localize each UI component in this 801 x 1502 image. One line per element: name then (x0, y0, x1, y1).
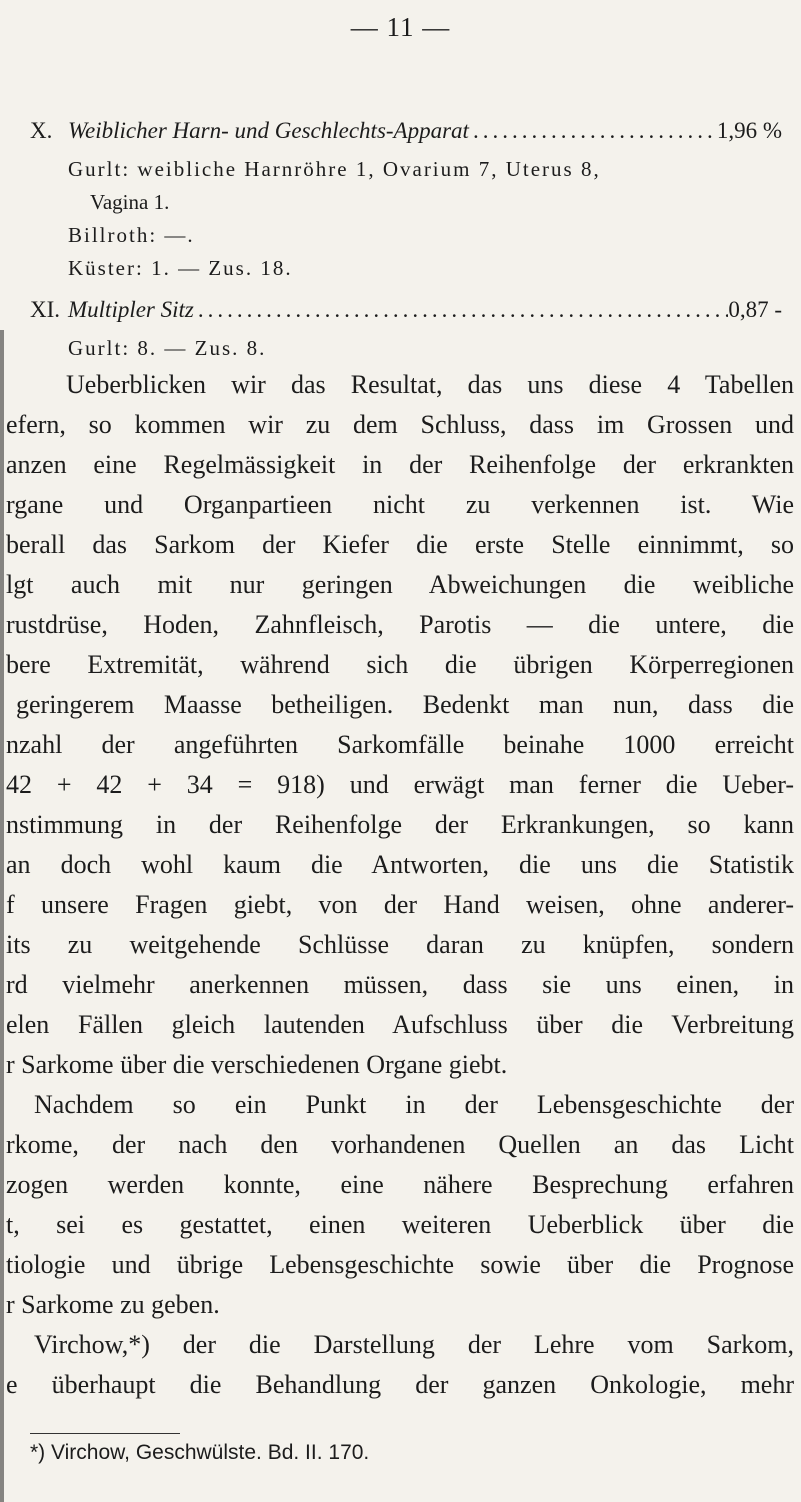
text-line: rgane und Organpartieen nicht zu verkennen ist. Wie (6, 490, 794, 519)
entry-numeral: X. (30, 118, 53, 143)
body-text (0, 365, 794, 1405)
text-line: geringerem Maasse betheiligen. Bedenkt man nun, dass die (16, 690, 794, 719)
text-line: rd vielmehr anerkennen müssen, dass sie uns einen, in (6, 970, 794, 999)
text-line: rkome, der nach den vorhandenen Quellen an das Licht (6, 1130, 794, 1159)
leader-dots (194, 297, 728, 323)
text-line: e überhaupt die Behandlung der ganzen Onkologie, mehr (6, 1370, 794, 1399)
text-line: bere Extremität, während sich die übrigen Körperregionen (6, 650, 794, 679)
entry-value: 1,96 % (716, 118, 782, 143)
entry-detail: Vagina 1. (90, 190, 170, 214)
entry-detail: Küster: 1. — Zus. 18. (68, 256, 293, 280)
table-entry-xi (30, 297, 790, 323)
text-line: Virchow,*) der die Darstellung der Lehre vom Sarkom, (34, 1330, 794, 1359)
text-line: Nachdem so ein Punkt in der Lebensgeschichte der (34, 1090, 794, 1119)
text-line: nzahl der angeführten Sarkomfälle beinahe 1000 erreicht (6, 730, 794, 759)
entry-value: 0,87 - (728, 297, 782, 322)
entry-detail: Billroth: —. (68, 223, 195, 247)
entry-numeral: XI. (30, 297, 61, 322)
page-number: — 11 — (350, 12, 451, 42)
text-line: an doch wohl kaum die Antworten, die uns die Statistik (6, 850, 794, 879)
entry-title: Multipler Sitz (68, 297, 194, 322)
text-line: r Sarkome über die verschiedenen Organe giebt. (6, 1050, 508, 1079)
text-line: nstimmung in der Reihenfolge der Erkrankungen, so kann (6, 810, 794, 839)
text-line: zogen werden konnte, eine nähere Besprechung erfahren (6, 1170, 794, 1199)
text-line: tiologie und übrige Lebensgeschichte sowie über die Prognose (6, 1250, 794, 1279)
text-line: rustdrüse, Hoden, Zahnfleisch, Parotis — die untere, die (6, 610, 794, 639)
leader-dots (469, 118, 717, 144)
text-line: elen Fällen gleich lautenden Aufschluss über die Verbreitung (6, 1010, 794, 1039)
entry-title: Weiblicher Harn- und Geschlechts-Apparat (68, 118, 469, 143)
text-line: lgt auch mit nur geringen Abweichungen die weibliche (6, 570, 794, 599)
text-line: r Sarkome zu geben. (6, 1290, 220, 1319)
entry-detail: Gurlt: 8. — Zus. 8. (68, 336, 267, 360)
text-line: 42 + 42 + 34 = 918) und erwägt man ferner die Ueber- (6, 770, 794, 799)
text-line: efern, so kommen wir zu dem Schluss, dass im Grossen und (6, 410, 794, 439)
footnote: *) Virchow, Geschwülste. Bd. II. 170. (30, 1441, 370, 1464)
text-line: berall das Sarkom der Kiefer die erste Stelle einnimmt, so (6, 530, 794, 559)
text-line: f unsere Fragen giebt, von der Hand weisen, ohne anderer- (6, 890, 794, 919)
text-line: Ueberblicken wir das Resultat, das uns diese 4 Tabellen (66, 370, 794, 399)
entry-detail: Gurlt: weibliche Harnröhre 1, Ovarium 7, Uterus 8, (68, 157, 601, 181)
text-line: its zu weitgehende Schlüsse daran zu knüpfen, sondern (6, 930, 794, 959)
table-entry-x (30, 118, 790, 144)
footnote-rule (30, 1433, 180, 1434)
text-line: t, sei es gestattet, einen weiteren Ueberblick über die (6, 1210, 794, 1239)
text-line: anzen eine Regelmässigkeit in der Reihenfolge der erkrankten (6, 450, 794, 479)
